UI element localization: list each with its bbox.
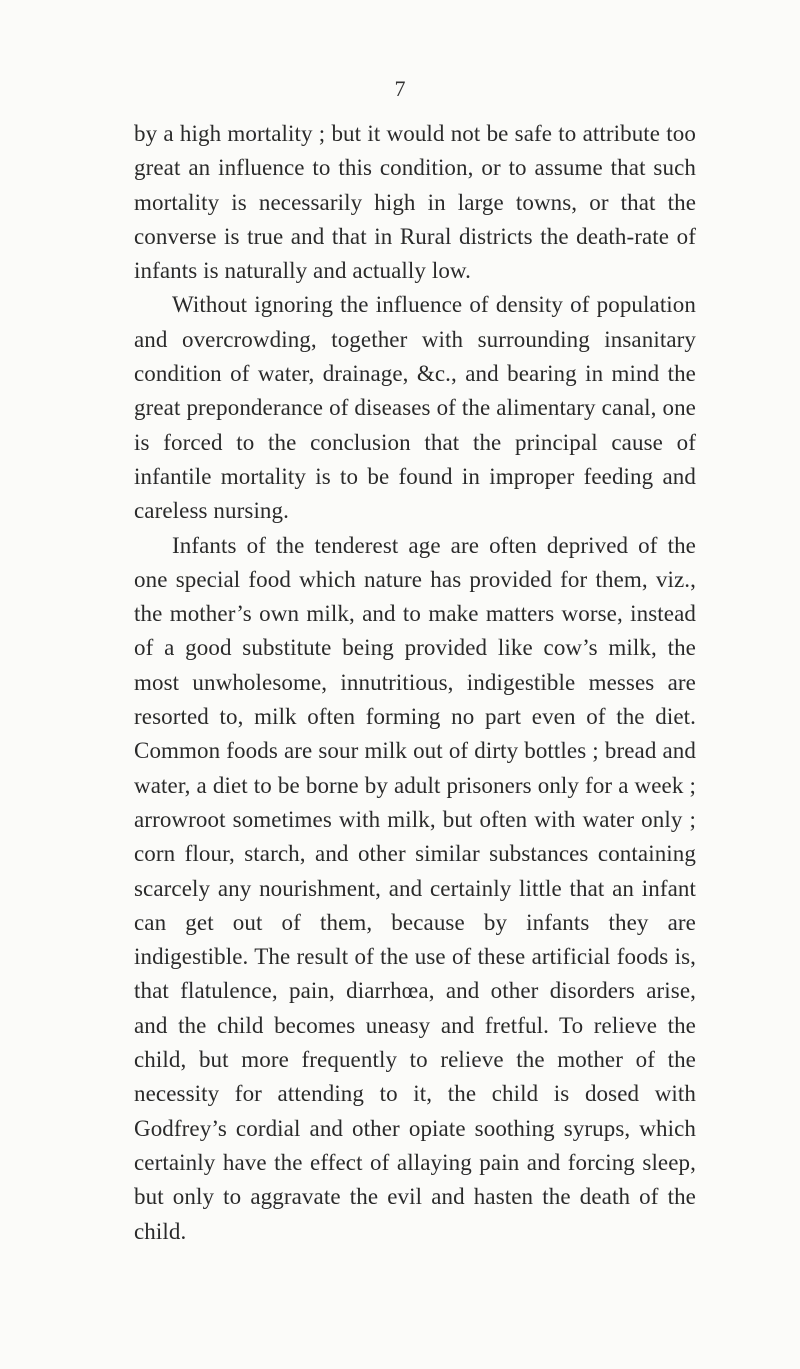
paragraph-infant-feeding: Infants of the tenderest age are often deprived of the one special food which nature has provided for them, viz., the mother’s own milk, and to make matters worse, instead of a good substitute being provided like cow’s milk, the most unwholesome, innutritious, indigestible messes are resorted to, milk often forming no part even of the diet. Common foods are sour milk out of dirty bottles ; bread and water, a diet to be borne by adult prisoners only for a week ; arrowroot sometimes with milk, but often with water only ; corn flour, starch, and other similar substances containing scarcely any nourishment, and certainly little that an infant can get out of them, because by infants they are indigestible. The result of the use of these artificial foods is, that flatulence, pain, diarrhœa, and other disorders arise, and the child becomes uneasy and fretful. To relieve the child, but more frequently to relieve the mother of the necessity for attending to it, the child is dosed with Godfrey’s cordial and other opiate soothing syrups, which certainly have the effect of allaying pain and forcing sleep, but only to aggravate the evil and hasten the death of the child. <box>134 532 696 1244</box>
page-number: 7 <box>394 76 406 101</box>
paragraph-continuation: by a high mortality ; but it would not be safe to attribute too great an influence to this condition, or to assume that such mortality is necessarily high in large towns, or that the converse is true and that in Rural districts the death-rate of infants is naturally and actually low. <box>134 121 696 284</box>
body-text <box>134 117 696 1249</box>
paragraph-density-of-population: Without ignoring the influence of density of population and overcrowding, together with surrounding insanitary condition of water, drainage, &c., and bearing in mind the great preponderance of diseases of the alimentary canal, one is forced to the conclusion that the principal cause of infantile mortality is to be found in improper feeding and careless nursing. <box>134 292 696 524</box>
